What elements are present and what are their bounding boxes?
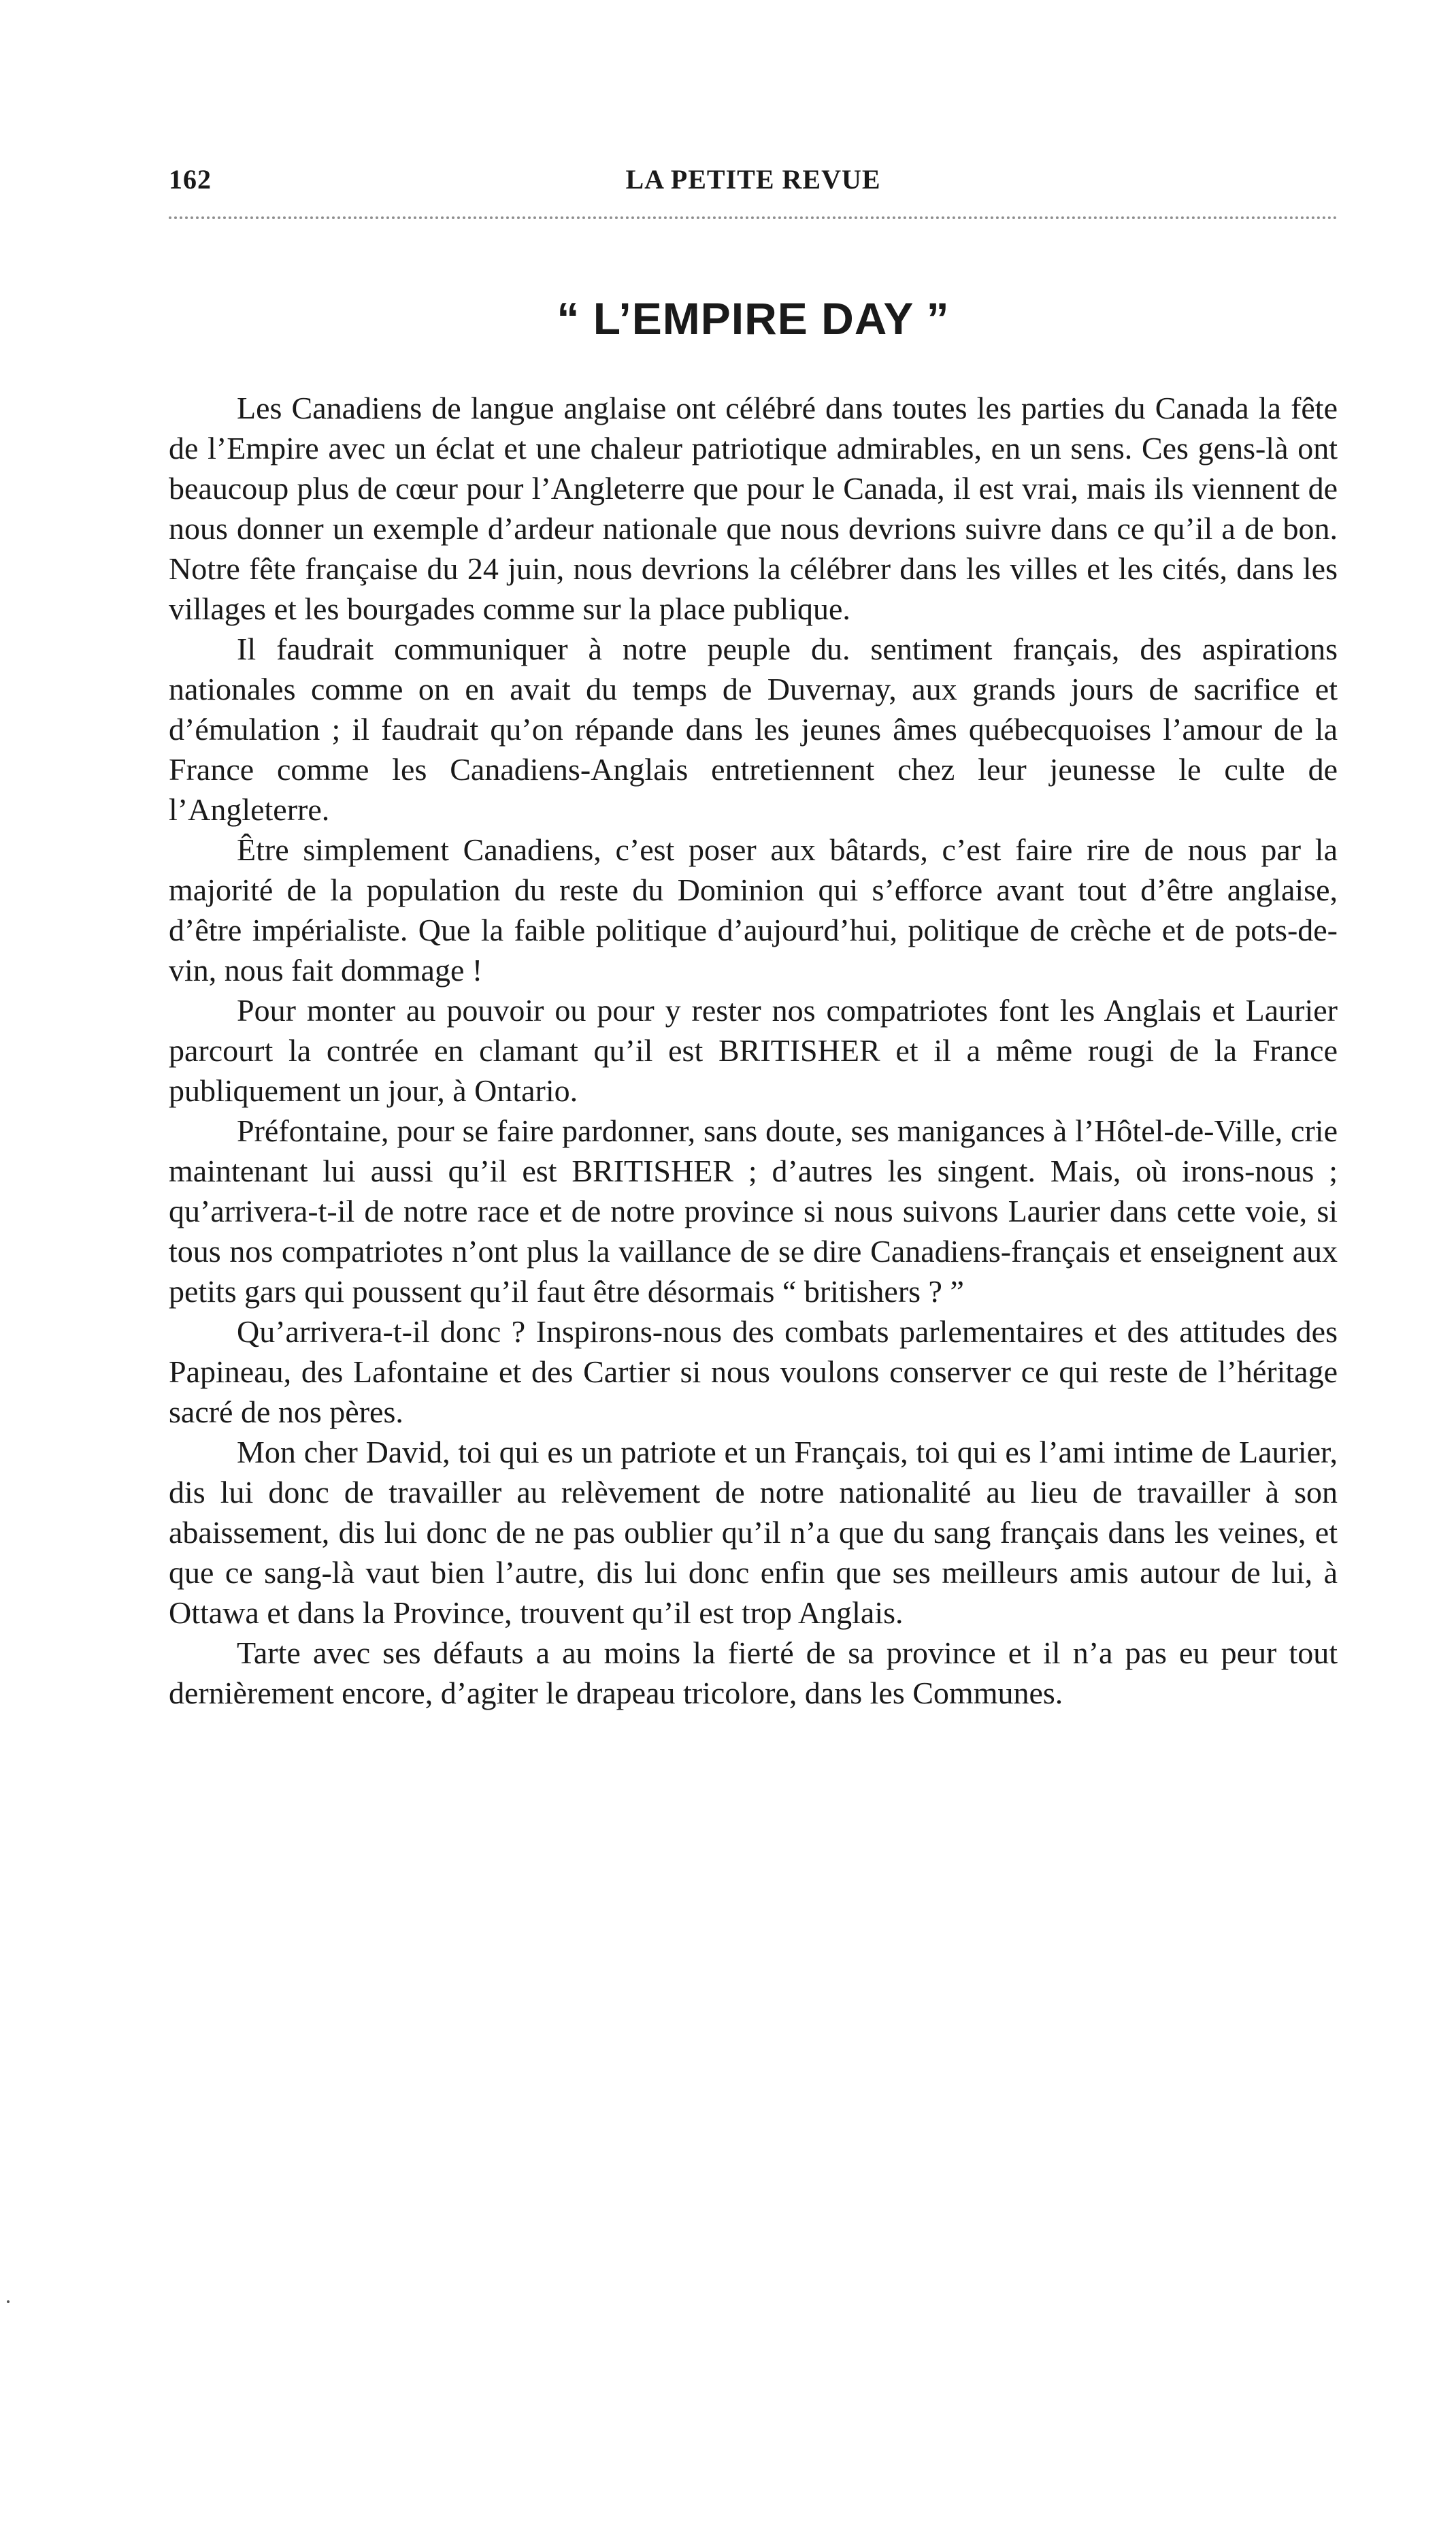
document-page bbox=[169, 163, 1338, 1713]
paragraph: Être simplement Canadiens, c’est poser aux bâtards, c’est faire rire de nous par la majorité de la population du reste du Dominion qui s’efforce avant tout d’être anglaise, d’être impérialiste. Que la faible politique d’aujourd’hui, politique de crèche et de pots-de-vin, nous fait dommage ! bbox=[169, 832, 1338, 988]
paragraph: Qu’arrivera-t-il donc ? Inspirons-nous des combats parlementaires et des attitudes des Papineau, des Lafontaine et des Cartier si nous voulons conserver ce qui reste de l’héritage sacré de nos pères. bbox=[169, 1314, 1338, 1429]
paragraph: Préfontaine, pour se faire pardonner, sans doute, ses manigances à l’Hôtel-de-Ville, crie maintenant lui aussi qu’il est BRITISHER ; d’autres les singent. Mais, où irons-nous ; qu’arrivera-t-il de notre race et de notre province si nous suivons Laurier dans cette voie, si tous nos compatriotes n’ont plus la vaillance de se dire Canadiens-français et enseignent aux petits gars qui poussent qu’il faut être désormais “ britishers ? ” bbox=[169, 1113, 1338, 1309]
journal-title: LA PETITE REVUE bbox=[625, 164, 881, 195]
paragraph: Mon cher David, toi qui es un patriote et un Français, toi qui es l’ami intime de Laurier, dis lui donc de travailler au relèvement de notre nationalité au lieu de travailler à son abaissement, dis lui donc de ne pas oublier qu’il n’a que du sang français dans les veines, et que ce sang-là vaut bien l’autre, dis lui donc enfin que ses meilleurs amis autour de lui, à Ottawa et dans la Province, trouvent qu’il est trop Anglais. bbox=[169, 1435, 1338, 1630]
paragraph: Pour monter au pouvoir ou pour y rester nos compatriotes font les Anglais et Laurier parcourt la contrée en clamant qu’il est BRITISHER et il a même rougi de la France publiquement un jour, à Ontario. bbox=[169, 993, 1338, 1108]
paragraph: Tarte avec ses défauts a au moins la fierté de sa province et il n’a pas eu peur tout dernièrement encore, d’agiter le drapeau tricolore, dans les Communes. bbox=[169, 1635, 1338, 1710]
article-title: “ L’EMPIRE DAY ” bbox=[557, 293, 950, 344]
page-number: 162 bbox=[169, 164, 212, 195]
header-rule bbox=[169, 216, 1338, 219]
scan-speck bbox=[7, 2300, 10, 2303]
running-header bbox=[169, 163, 1338, 204]
paragraph: Il faudrait communiquer à notre peuple du. sentiment français, des aspirations nationales comme on en avait du temps de Duvernay, aux grands jours de sacrifice et d’émulation ; il faudrait qu’on répande dans les jeunes âmes québecquoises l’amour de la France comme les Canadiens-Anglais entretiennent chez leur jeunesse le culte de l’Angleterre. bbox=[169, 632, 1338, 827]
paragraph: Les Canadiens de langue anglaise ont célébré dans toutes les parties du Canada la fête de l’Empire avec un éclat et une chaleur patriotique admirables, en un sens. Ces gens-là ont beaucoup plus de cœur pour l’Angleterre que pour le Canada, il est vrai, mais ils viennent de nous donner un exemple d’ardeur nationale que nous devrions suivre dans ce qu’il a de bon. Notre fête française du 24 juin, nous devrions la célébrer dans les villes et les cités, dans les villages et les bourgades comme sur la place publique. bbox=[169, 391, 1338, 626]
article-body bbox=[169, 388, 1338, 1713]
